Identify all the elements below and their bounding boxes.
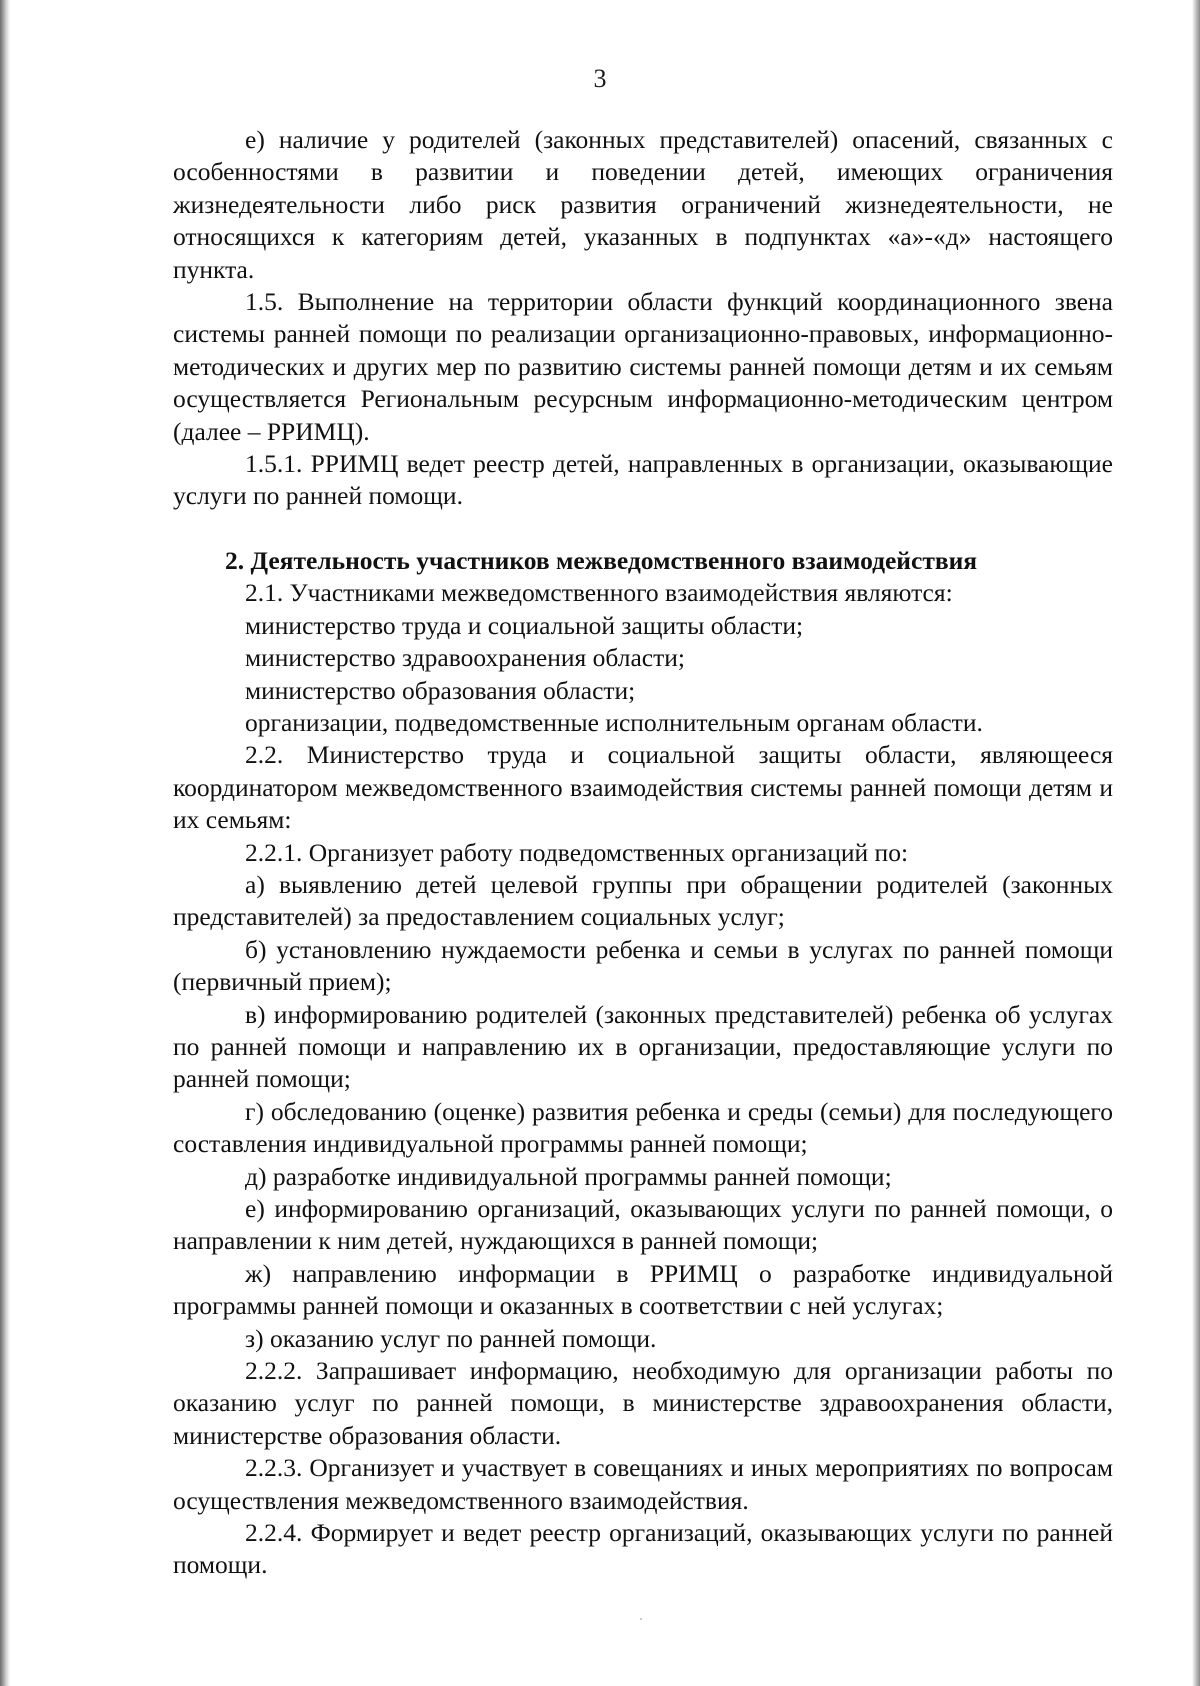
list-item-z: з) оказанию услуг по ранней помощи. <box>245 1323 657 1353</box>
list-item-d: д) разработке индивидуальной программы ранней помощи; <box>245 1161 892 1191</box>
participant-item: организации, подведомственные исполнительным органам области. <box>245 707 983 737</box>
list-item-zh: ж) направлению информации в РРИМЦ о разработке индивидуальной программы ранней помощи и оказанных в соответствии с ней услугах; <box>173 1258 1113 1321</box>
paragraph-1-4-e: е) наличие у родителей (законных представителей) опасений, связанных с особенностями в развитии и поведении детей, имеющих ограничения жизнедеятельности либо риск развития ограничений жизнедеятельности, не относящихся к категориям детей, указанных в подпунктах «а»-«д» настоящего пункта. <box>173 125 1113 284</box>
list-item-g: г) обследованию (оценке) развития ребенка и среды (семьи) для последующего составления индивидуальной программы ранней помощи; <box>173 1096 1113 1159</box>
paragraph-1-5: 1.5. Выполнение на территории области функций координационного звена системы ранней помощи по реализации организационно-правовых, информационно-методических и других мер по развитию системы ранней помощи детям и их семьям осуществляется Региональным ресурсным информационно-методическим центром (далее – РРИМЦ). <box>173 287 1113 446</box>
list-item-a: а) выявлению детей целевой группы при обращении родителей (законных представителей) за предоставлением социальных услуг; <box>173 869 1113 932</box>
scan-speck <box>640 1618 642 1620</box>
paragraph-1-5-1: 1.5.1. РРИМЦ ведет реестр детей, направленных в организации, оказывающие услуги по ранней помощи. <box>173 449 1113 511</box>
list-item-e: е) информированию организаций, оказывающих услуги по ранней помощи, о направлении к ним детей, нуждающихся в ранней помощи; <box>173 1194 1113 1256</box>
scan-edge-right <box>1192 0 1200 1686</box>
section-gap <box>173 513 1113 545</box>
paragraph-2-1: 2.1. Участниками межведомственного взаимодействия являются: <box>245 578 953 608</box>
paragraph-2-2-2: 2.2.2. Запрашивает информацию, необходимую для организации работы по оказанию услуг по ранней помощи, в министерстве здравоохранения области, министерстве образования области. <box>173 1356 1113 1450</box>
paragraph-2-2-4: 2.2.4. Формирует и ведет реестр организаций, оказывающих услуги по ранней помощи. <box>173 1518 1113 1580</box>
list-item-b: б) установлению нуждаемости ребенка и семьи в услугах по ранней помощи (первичный прием); <box>173 934 1113 997</box>
participant-item: министерство труда и социальной защиты области; <box>245 610 804 640</box>
list-item-v: в) информированию родителей (законных представителей) ребенка об услугах по ранней помощи и направлению их в организации, предоставляющие услуги по ранней помощи; <box>173 999 1113 1094</box>
scan-edge-left <box>0 0 10 1686</box>
participant-item: министерство образования области; <box>245 675 636 705</box>
paragraph-2-2-3: 2.2.3. Организует и участвует в совещаниях и иных мероприятиях по вопросам осуществления межведомственного взаимодействия. <box>173 1453 1113 1515</box>
page-number: 3 <box>593 64 607 93</box>
paragraph-2-2-1: 2.2.1. Организует работу подведомственных организаций по: <box>245 837 909 867</box>
section-2-heading: 2. Деятельность участников межведомственного взаимодействия <box>225 545 978 575</box>
document-body <box>173 124 1113 1582</box>
paragraph-2-2: 2.2. Министерство труда и социальной защиты области, являющееся координатором межведомственного взаимодействия системы ранней помощи детям и их семьям: <box>173 740 1113 835</box>
participant-item: министерство здравоохранения области; <box>245 643 685 673</box>
